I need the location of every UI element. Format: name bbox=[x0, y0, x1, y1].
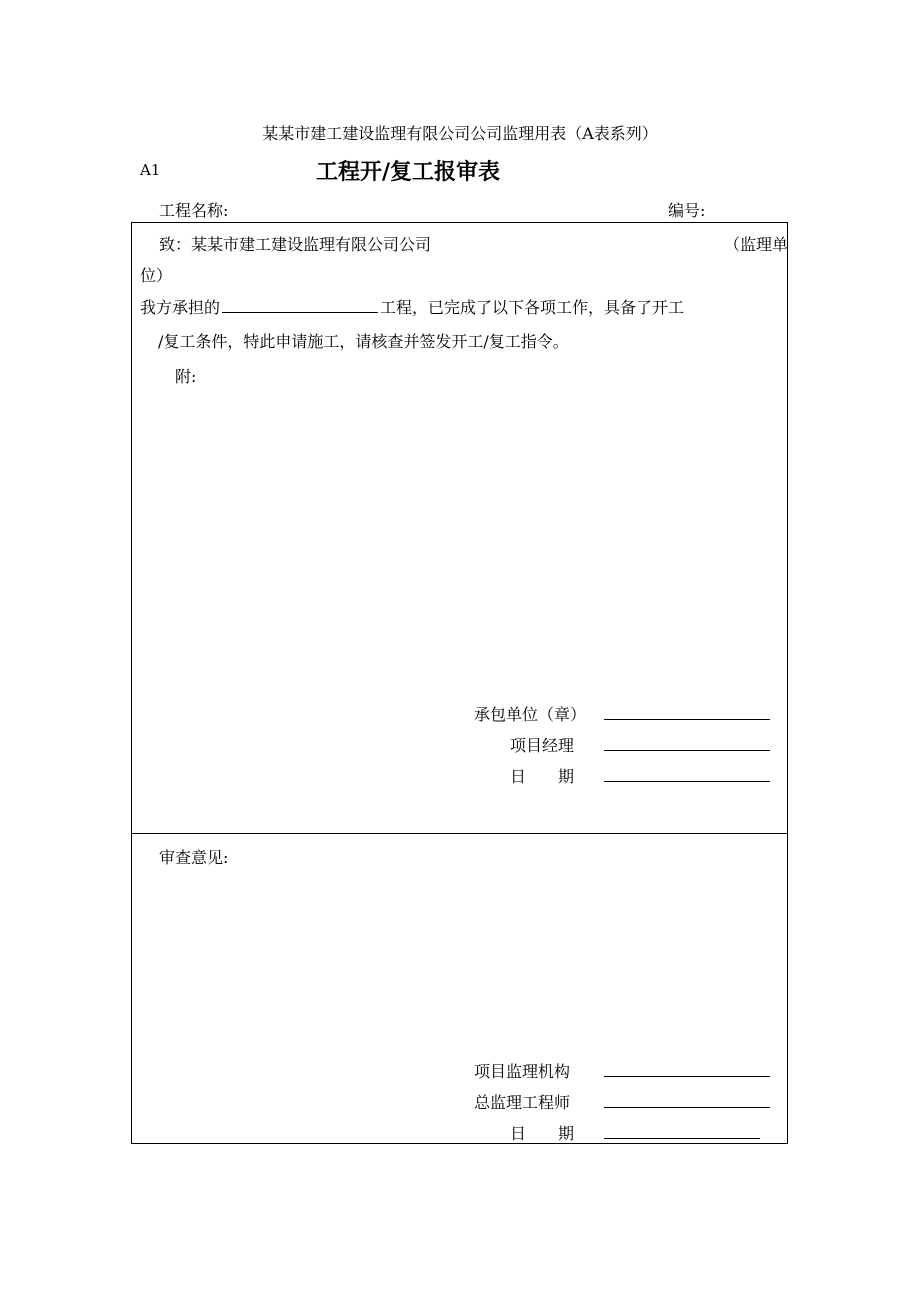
review-section bbox=[131, 833, 788, 1144]
review-opinion-label: 审查意见: bbox=[159, 848, 229, 867]
page-title: 工程开/复工报审表 bbox=[316, 160, 501, 185]
supervisor-unit-label: （监理单 bbox=[724, 235, 789, 254]
supervision-org-signature-line[interactable] bbox=[604, 1076, 770, 1077]
date-label: 日 期 bbox=[510, 767, 575, 786]
serial-number-label: 编号: bbox=[668, 201, 706, 220]
attachment-label: 附: bbox=[175, 367, 197, 386]
chief-engineer-signature-line[interactable] bbox=[604, 1107, 770, 1108]
supervision-org-label: 项目监理机构 bbox=[474, 1062, 571, 1081]
body-text-b: 工程，已完成了以下各项工作，具备了开工 bbox=[380, 298, 685, 317]
project-name-label: 工程名称: bbox=[159, 201, 229, 220]
project-manager-label: 项目经理 bbox=[510, 736, 575, 755]
form-header: 某某市建工建设监理有限公司公司监理用表（A表系列） bbox=[262, 124, 658, 143]
project-name-blank[interactable] bbox=[222, 296, 378, 313]
date-line-2[interactable] bbox=[604, 1138, 760, 1139]
form-code: A1 bbox=[140, 161, 161, 179]
addressee-line: 致：某某市建工建设监理有限公司公司 bbox=[159, 235, 432, 254]
chief-engineer-label: 总监理工程师 bbox=[474, 1093, 571, 1112]
date-label-2: 日 期 bbox=[510, 1124, 575, 1143]
supervisor-unit-label-cont: 位） bbox=[140, 266, 173, 285]
contractor-unit-signature-line[interactable] bbox=[604, 719, 770, 720]
date-line[interactable] bbox=[604, 781, 770, 782]
body-line-1 bbox=[140, 295, 684, 318]
body-text-a: 我方承担的 bbox=[140, 298, 221, 317]
contractor-unit-label: 承包单位（章） bbox=[474, 705, 587, 724]
body-line-2: /复工条件，特此申请施工，请核查并签发开工/复工指令。 bbox=[158, 332, 569, 351]
project-manager-signature-line[interactable] bbox=[604, 750, 770, 751]
